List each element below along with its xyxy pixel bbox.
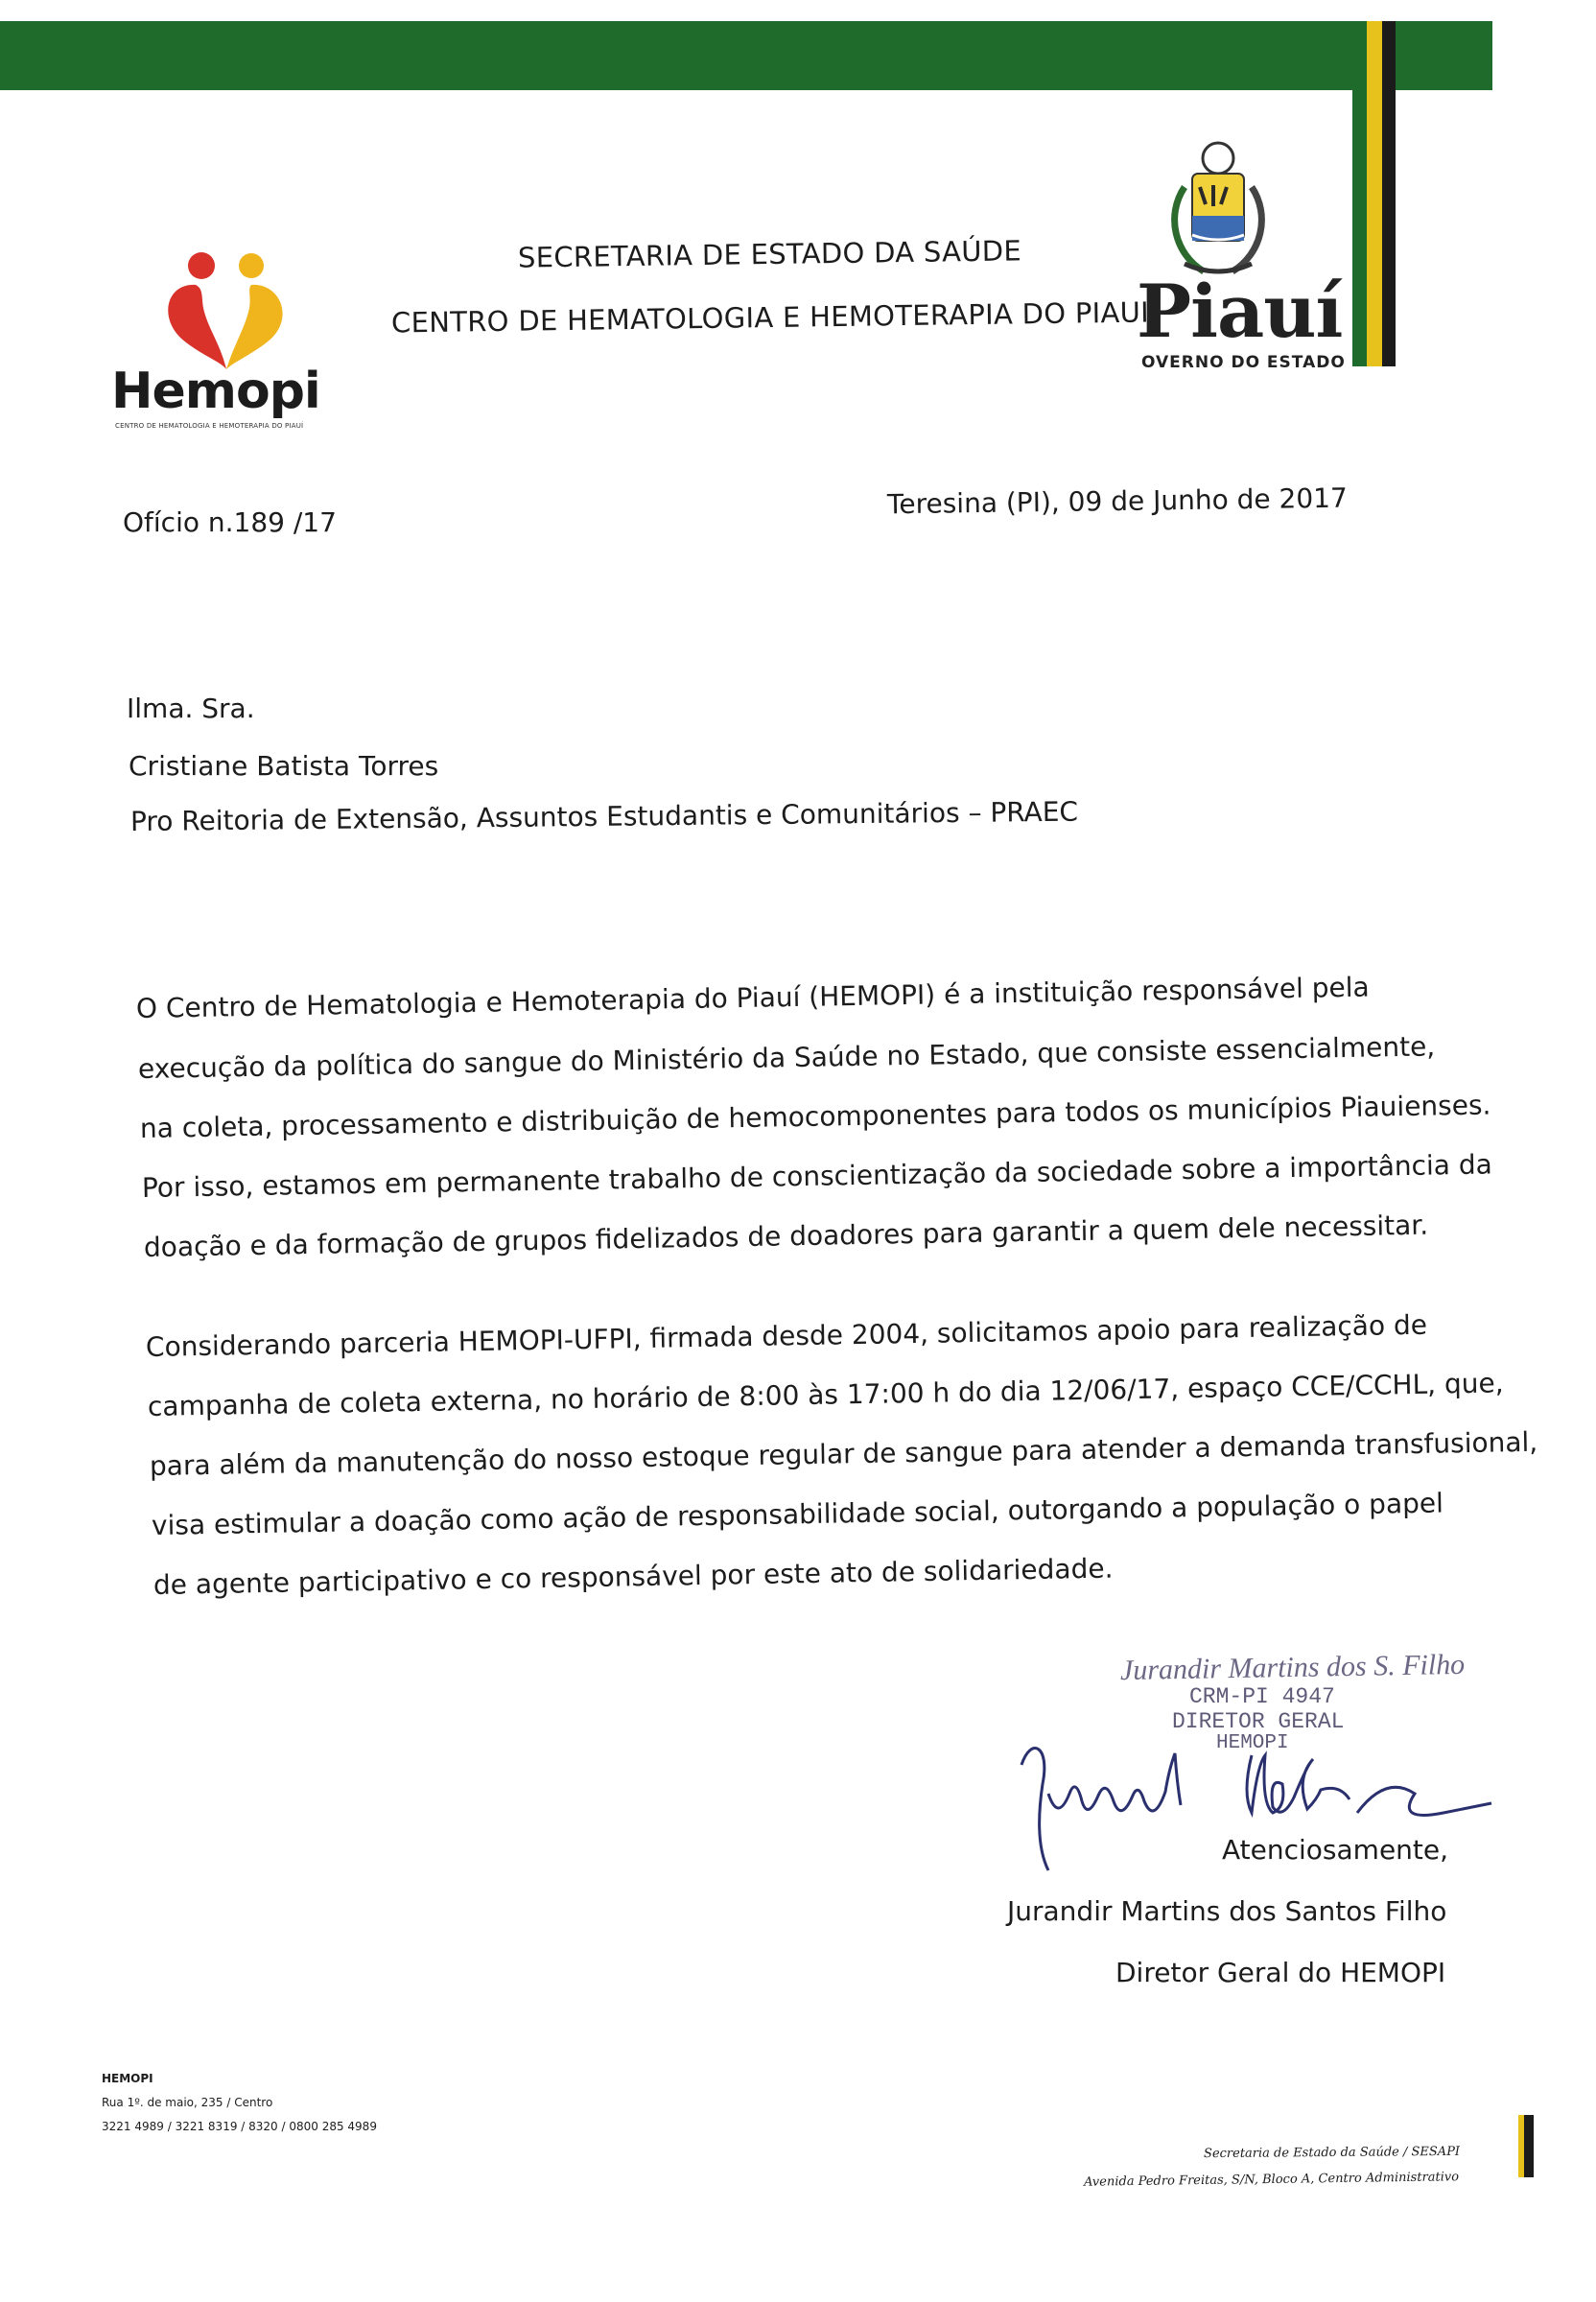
paragraph2-line: campanha de coleta externa, no horário de 8:00 às 17:00 h do dia 12/06/17, espaço CCE/CCHL, que,: [147, 1367, 1504, 1422]
recipient-office: Pro Reitoria de Extensão, Assuntos Estudantis e Comunitários – PRAEC: [129, 795, 1079, 837]
header-vertical-gold-bar: [1367, 21, 1382, 366]
header-vertical-green-bar: [1352, 21, 1367, 366]
recipient-salutation: Ilma. Sra.: [127, 693, 255, 724]
hemopi-logo-name: Hemopi: [111, 363, 320, 420]
stamp-org: HEMOPI: [1216, 1732, 1289, 1754]
letter-number: Ofício n.189 /17: [123, 506, 337, 538]
footer-dark-bar: [1524, 2115, 1534, 2177]
piaui-logo-name: Piauí: [1137, 269, 1343, 354]
piaui-crest-icon: [1146, 129, 1290, 283]
stamp-crm: CRM-PI 4947: [1189, 1684, 1335, 1709]
piaui-logo-tagline: OVERNO DO ESTADO: [1141, 353, 1346, 372]
paragraph1-line: doação e da formação de grupos fidelizados de doadores para garantir a quem dele necessitar.: [143, 1209, 1429, 1263]
paragraph2-line: Considerando parceria HEMOPI-UFPI, firmada desde 2004, solicitamos apoio para realização de: [145, 1308, 1428, 1363]
footer-phones: 3221 4989 / 3221 8319 / 8320 / 0800 285 4989: [102, 2120, 377, 2133]
recipient-name: Cristiane Batista Torres: [129, 750, 439, 782]
paragraph2-line: de agente participativo e co responsável por este ato de solidariedade.: [153, 1552, 1114, 1601]
footer-secretaria: Secretaria de Estado da Saúde / SESAPI: [1203, 2144, 1461, 2162]
footer-address: Rua 1º. de maio, 235 / Centro: [102, 2096, 273, 2109]
hemopi-logo-tagline: CENTRO DE HEMATOLOGIA E HEMOTERAPIA DO PIAUÍ: [115, 422, 304, 430]
paragraph1-line: Por isso, estamos em permanente trabalho de conscientização da sociedade sobre a importância da: [141, 1148, 1493, 1204]
paragraph1-line: na coleta, processamento e distribuição de hemocomponentes para todos os municípios Piauienses.: [139, 1089, 1491, 1144]
paragraph2-line: para além da manutenção do nosso estoque regular de sangue para atender a demanda transfusional,: [149, 1425, 1538, 1482]
signer-name: Jurandir Martins dos Santos Filho: [1007, 1895, 1447, 1927]
header-secretaria: SECRETARIA DE ESTADO DA SAÚDE: [517, 234, 1022, 274]
paragraph2-line: visa estimular a doação como ação de responsabilidade social, outorgando a população o papel: [151, 1487, 1444, 1541]
footer-org: HEMOPI: [102, 2072, 153, 2085]
stamp-name: Jurandir Martins dos S. Filho: [1119, 1648, 1466, 1687]
header-green-band: [0, 21, 1492, 90]
stamp-role: DIRETOR GERAL: [1172, 1709, 1345, 1734]
paragraph1-line: O Centro de Hematologia e Hemoterapia do Piauí (HEMOPI) é a instituição responsável pela: [135, 971, 1370, 1024]
footer-secretaria-address: Avenida Pedro Freitas, S/N, Bloco A, Centro Administrativo: [1083, 2170, 1460, 2190]
closing-salutation: Atenciosamente,: [1222, 1834, 1449, 1866]
paragraph1-line: execução da política do sangue do Ministério da Saúde no Estado, que consiste essencialmente,: [137, 1030, 1436, 1085]
header-vertical-dark-bar: [1382, 21, 1396, 366]
signer-title: Diretor Geral do HEMOPI: [1115, 1957, 1446, 1988]
letter-date: Teresina (PI), 09 de Junho de 2017: [886, 482, 1348, 521]
header-centro: CENTRO DE HEMATOLOGIA E HEMOTERAPIA DO PIAUI: [390, 295, 1150, 340]
